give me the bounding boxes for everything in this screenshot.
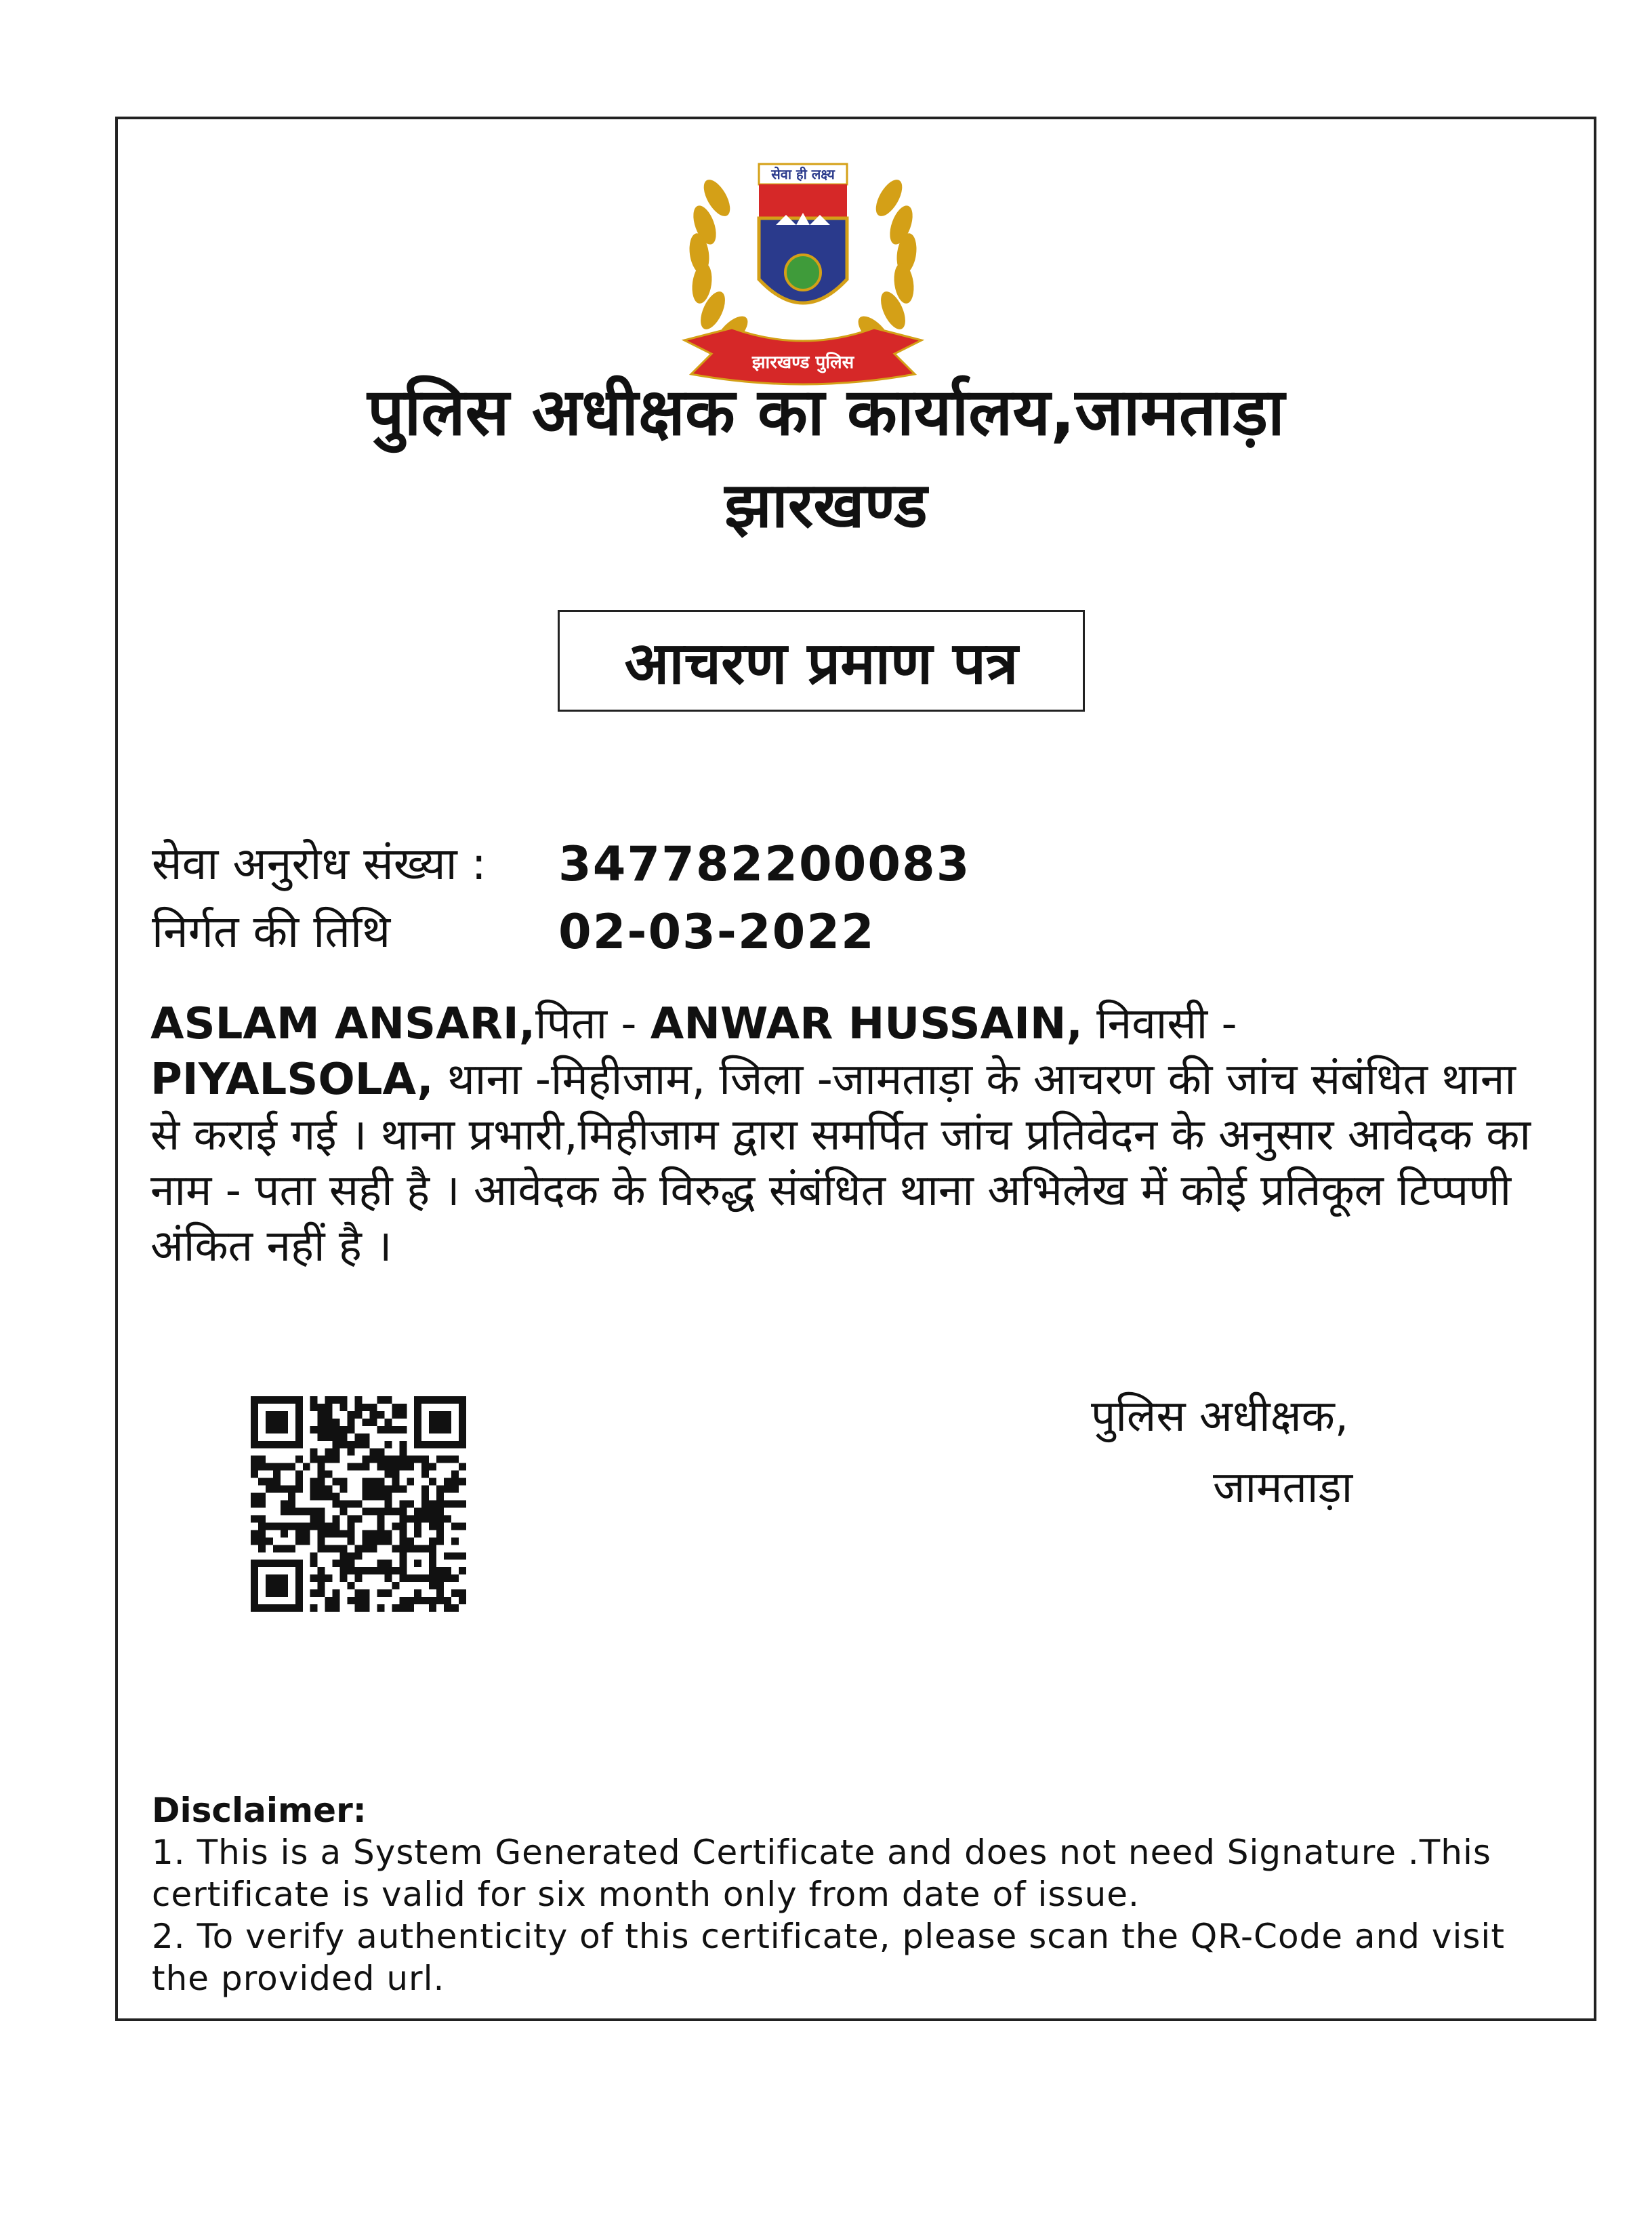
certificate-title: आचरण प्रमाण पत्र	[624, 629, 1018, 697]
issue-date-value: 02-03-2022	[558, 904, 875, 960]
signatory-title: पुलिस अधीक्षक,	[1091, 1391, 1349, 1442]
certificate-title-box	[558, 610, 1085, 712]
certificate-body	[150, 996, 1533, 1274]
disclaimer-line-2: 2. To verify authenticity of this certificate, please scan the QR-Code and visit the provided url.	[152, 1917, 1505, 1998]
resident-label: निवासी -	[1082, 999, 1237, 1049]
father-label: पिता -	[535, 999, 651, 1049]
signatory-place: जामताड़ा	[1213, 1463, 1353, 1513]
issue-date-row	[152, 901, 875, 962]
emblem-motto: सेवा ही लक्ष्य	[771, 166, 835, 182]
request-number-label: सेवा अनुरोध संख्या :	[152, 838, 487, 890]
emblem-ribbon-text: झारखण्ड पुलिस	[751, 352, 854, 373]
office-title: पुलिस अधीक्षक का कार्यालय,जामताड़ा	[367, 374, 1285, 450]
disclaimer-line-1: 1. This is a System Generated Certificate and does not need Signature .This certificate is valid for six month only from date of issue.	[152, 1833, 1491, 1914]
disclaimer-heading: Disclaimer:	[152, 1791, 367, 1830]
applicant-name: ASLAM ANSARI,	[150, 999, 536, 1049]
father-name: ANWAR HUSSAIN,	[650, 999, 1083, 1049]
jharkhand-police-emblem-icon	[657, 150, 949, 408]
village-name: PIYALSOLA,	[150, 1055, 434, 1105]
request-number-value: 347782200083	[558, 836, 971, 892]
body-text-rest: थाना -मिहीजाम, जिला -जामताड़ा के आचरण की जांच संबंधित थाना से कराई गई । थाना प्रभारी,मिहीजाम द्वारा समर्पित जांच प्रतिवेदन के अनुसार आवेदक का नाम - पता सही है । आवेदक के विरुद्ध संबंधित थाना अभिलेख में कोई प्रतिकूल टिप्पणी अंकित नहीं है ।	[150, 1055, 1531, 1272]
qr-code-icon[interactable]	[251, 1396, 466, 1612]
issue-date-label: निर्गत की तिथि	[152, 906, 391, 958]
request-number-row	[152, 834, 971, 895]
state-title: झारखण्ड	[724, 469, 928, 542]
